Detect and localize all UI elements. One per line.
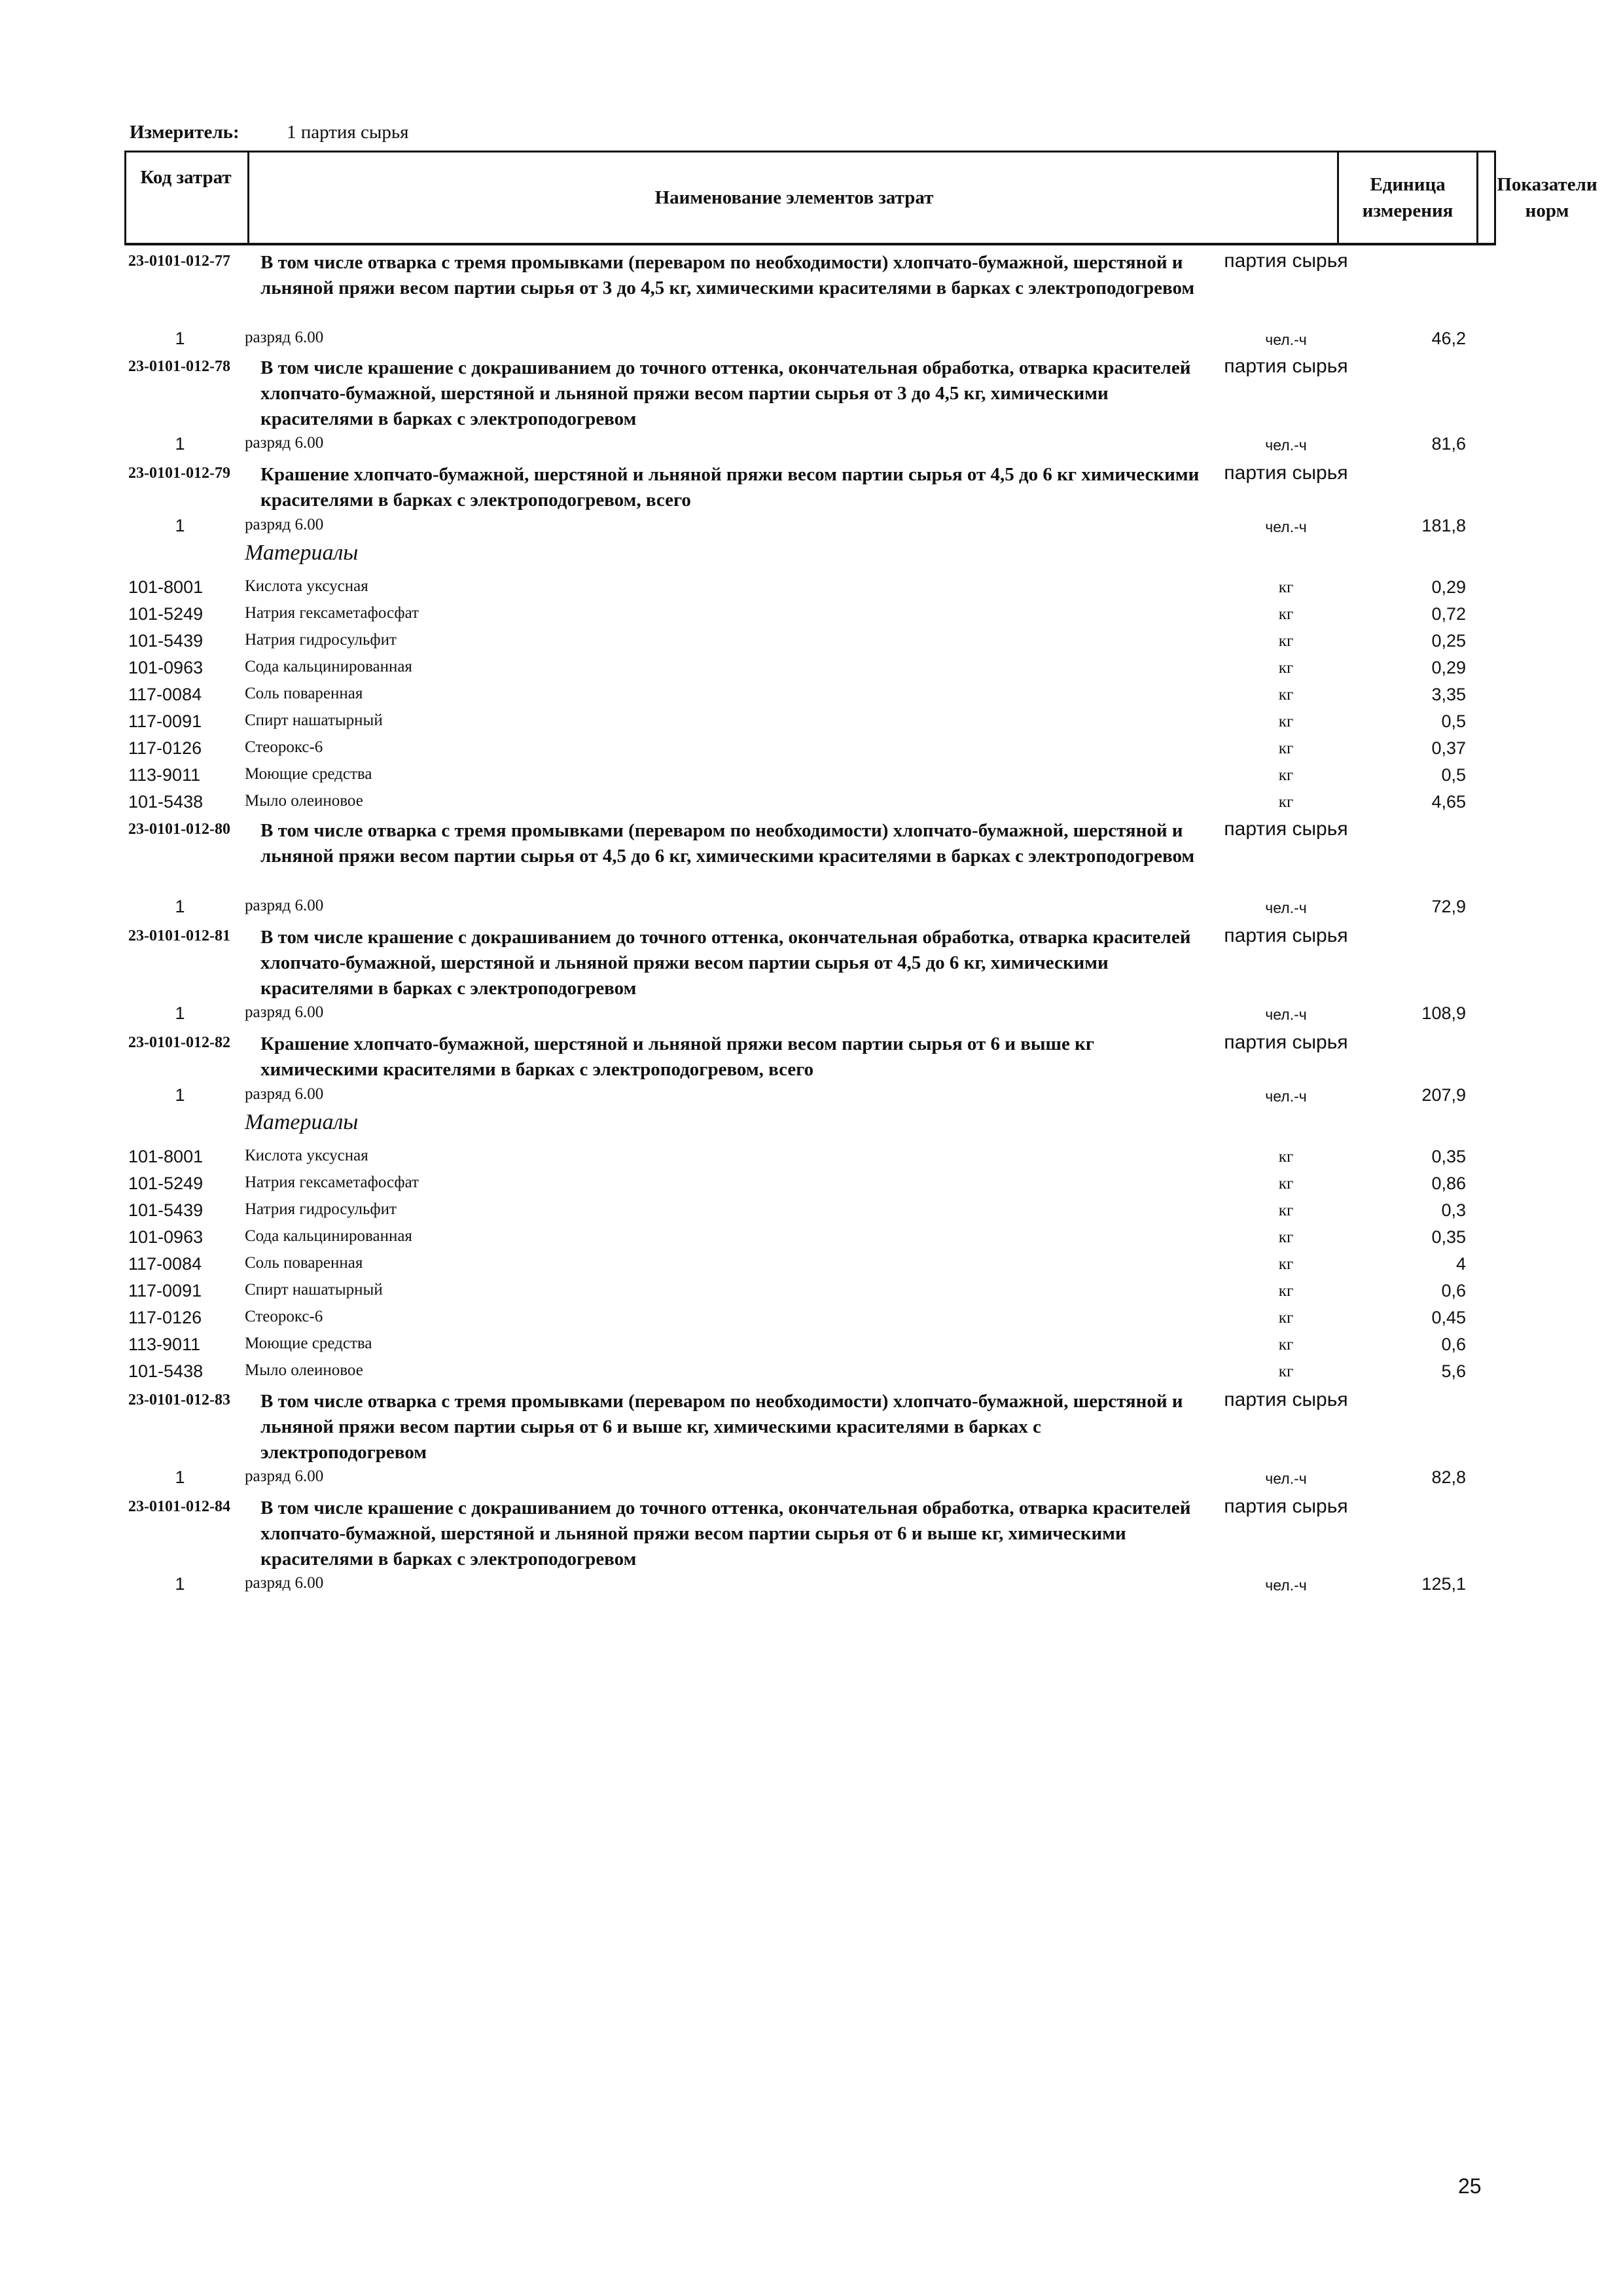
material-name: Спирт нашатырный: [245, 1281, 383, 1299]
labor-number: 1: [175, 516, 185, 535]
material-code: 101-8001: [128, 1147, 204, 1166]
labor-value: 181,8: [1421, 516, 1466, 535]
material-code: 101-8001: [128, 577, 204, 597]
material-value: 5,6: [1441, 1361, 1466, 1381]
header-name: Наименование элементов затрат: [247, 152, 1339, 243]
material-code: 101-5249: [128, 1174, 204, 1193]
work-code: 23-0101-012-82: [128, 1034, 230, 1051]
material-unit: кг: [1278, 579, 1294, 596]
material-name: Спирт нашатырный: [245, 711, 383, 729]
labor-value: 82,8: [1431, 1467, 1466, 1487]
material-unit: кг: [1278, 1255, 1294, 1273]
material-unit: кг: [1278, 1309, 1294, 1327]
work-code: 23-0101-012-84: [128, 1498, 230, 1515]
material-code: 113-9011: [128, 765, 201, 785]
material-name: Сода кальцинированная: [245, 658, 412, 675]
labor-number: 1: [175, 1574, 185, 1594]
material-unit: кг: [1278, 605, 1294, 623]
material-name: Натрия гидросульфит: [245, 631, 397, 649]
material-value: 0,37: [1431, 738, 1466, 758]
material-code: 101-5438: [128, 1361, 204, 1381]
page-number: 25: [1458, 2174, 1482, 2198]
work-title: Крашение хлопчато-бумажной, шерстяной и льняной пряжи весом партии сырья от 4,5 до 6 кг химическими красителями в барках с электроподогревом, всего: [260, 464, 1200, 511]
material-name: Натрия гексаметафосфат: [245, 604, 419, 622]
materials-heading: Материалы: [245, 1110, 359, 1134]
measure-line: [130, 122, 409, 143]
material-name: Моющие средства: [245, 1335, 372, 1352]
material-value: 0,45: [1431, 1308, 1466, 1327]
labor-unit: чел.-ч: [1265, 1006, 1307, 1023]
material-value: 4: [1455, 1254, 1466, 1274]
material-name: Натрия гексаметафосфат: [245, 1174, 419, 1191]
material-value: 0,6: [1441, 1281, 1466, 1300]
material-unit: кг: [1278, 1148, 1294, 1166]
labor-number: 1: [175, 329, 185, 348]
material-name: Моющие средства: [245, 765, 372, 783]
material-code: 113-9011: [128, 1335, 201, 1354]
work-unit: партия сырья: [1224, 462, 1348, 484]
work-code: 23-0101-012-83: [128, 1391, 230, 1408]
material-value: 0,86: [1431, 1174, 1466, 1193]
labor-name: разряд 6.00: [245, 897, 324, 914]
material-value: 0,72: [1431, 604, 1466, 624]
material-unit: кг: [1278, 1363, 1294, 1380]
material-code: 101-5249: [128, 604, 204, 624]
material-name: Сода кальцинированная: [245, 1227, 412, 1245]
material-name: Мыло олеиновое: [245, 792, 363, 810]
work-code: 23-0101-012-79: [128, 465, 230, 482]
work-unit: партия сырья: [1224, 925, 1348, 946]
labor-value: 81,6: [1431, 434, 1466, 454]
labor-unit: чел.-ч: [1265, 1577, 1307, 1594]
work-title: В том числе крашение с докрашиванием до точного оттенка, окончательная обработка, отварка красителей хлопчато-бумажной, шерстяной и льняной пряжи весом партии сырья от 3 до 4,5 кг, химическими красителями в барках с электроподогревом: [260, 357, 1191, 429]
labor-unit: чел.-ч: [1265, 1470, 1307, 1487]
material-name: Натрия гидросульфит: [245, 1200, 397, 1218]
labor-unit: чел.-ч: [1265, 899, 1307, 916]
material-unit: кг: [1278, 686, 1294, 704]
labor-unit: чел.-ч: [1265, 518, 1307, 535]
header-norm: Показатели норм: [1476, 152, 1616, 243]
material-name: Стеорокс-6: [245, 1308, 323, 1325]
materials-heading: Материалы: [245, 541, 359, 565]
material-code: 101-5439: [128, 1200, 204, 1220]
labor-value: 72,9: [1431, 897, 1466, 916]
material-value: 0,29: [1431, 577, 1466, 597]
material-name: Соль поваренная: [245, 1254, 363, 1272]
material-unit: кг: [1278, 659, 1294, 677]
material-value: 3,35: [1431, 685, 1466, 704]
material-value: 0,3: [1441, 1200, 1466, 1220]
labor-name: разряд 6.00: [245, 1003, 324, 1021]
work-title: Крашение хлопчато-бумажной, шерстяной и льняной пряжи весом партии сырья от 6 и выше кг химическими красителями в барках с электроподогревом, всего: [260, 1033, 1094, 1080]
material-code: 117-0126: [128, 738, 202, 758]
material-code: 101-5439: [128, 631, 204, 651]
material-unit: кг: [1278, 740, 1294, 757]
work-title: В том числе отварка с тремя промывками (переваром по необходимости) хлопчато-бумажной, шерстяной и льняной пряжи весом партии сырья от 6 и выше кг, химическими красителями в барках с электроподогревом: [260, 1391, 1183, 1463]
work-code: 23-0101-012-77: [128, 253, 230, 270]
labor-name: разряд 6.00: [245, 1085, 324, 1103]
labor-unit: чел.-ч: [1265, 437, 1307, 454]
work-title: В том числе крашение с докрашиванием до точного оттенка, окончательная обработка, отварка красителей хлопчато-бумажной, шерстяной и льняной пряжи весом партии сырья от 4,5 до 6 кг, химическими красителями в барках с электроподогревом: [260, 927, 1191, 999]
material-value: 0,35: [1431, 1227, 1466, 1247]
material-name: Стеорокс-6: [245, 738, 323, 756]
work-unit: партия сырья: [1224, 818, 1348, 840]
labor-number: 1: [175, 1467, 185, 1487]
material-value: 0,29: [1431, 658, 1466, 677]
labor-name: разряд 6.00: [245, 434, 324, 452]
labor-name: разряд 6.00: [245, 516, 324, 533]
measure-value: 1 партия сырья: [287, 122, 409, 143]
labor-value: 46,2: [1431, 329, 1466, 348]
header-code: Код затрат: [140, 167, 232, 188]
work-unit: партия сырья: [1224, 355, 1348, 377]
material-unit: кг: [1278, 713, 1294, 730]
labor-number: 1: [175, 1085, 185, 1105]
material-unit: кг: [1278, 1229, 1294, 1246]
material-value: 0,5: [1441, 711, 1466, 731]
labor-value: 207,9: [1421, 1085, 1466, 1105]
material-unit: кг: [1278, 766, 1294, 784]
material-code: 117-0091: [128, 1281, 202, 1300]
material-name: Мыло олеиновое: [245, 1361, 363, 1379]
work-title: В том числе отварка с тремя промывками (переваром по необходимости) хлопчато-бумажной, шерстяной и льняной пряжи весом партии сырья от 4,5 до 6 кг, химическими красителями в барках с электроподогревом: [260, 820, 1195, 867]
work-code: 23-0101-012-80: [128, 821, 230, 838]
work-title: В том числе крашение с докрашиванием до точного оттенка, окончательная обработка, отварка красителей хлопчато-бумажной, шерстяной и льняной пряжи весом партии сырья от 6 и выше кг, химическими красителями в барках с электроподогревом: [260, 1498, 1191, 1570]
labor-unit: чел.-ч: [1265, 1088, 1307, 1105]
work-title: В том числе отварка с тремя промывками (переваром по необходимости) хлопчато-бумажной, шерстяной и льняной пряжи весом партии сырья от 3 до 4,5 кг, химическими красителями в барках с электроподогревом: [260, 252, 1195, 298]
material-code: 117-0126: [128, 1308, 202, 1327]
work-unit: партия сырья: [1224, 1389, 1348, 1410]
labor-unit: чел.-ч: [1265, 331, 1307, 348]
labor-value: 125,1: [1421, 1574, 1466, 1594]
work-code: 23-0101-012-81: [128, 927, 230, 944]
work-unit: партия сырья: [1224, 1031, 1348, 1053]
work-code: 23-0101-012-78: [128, 358, 230, 375]
labor-value: 108,9: [1421, 1003, 1466, 1023]
material-code: 101-0963: [128, 1227, 204, 1247]
material-unit: кг: [1278, 1336, 1294, 1354]
material-code: 101-5438: [128, 792, 204, 812]
material-code: 117-0084: [128, 685, 202, 704]
table-header: [124, 151, 1597, 245]
material-unit: кг: [1278, 793, 1294, 811]
material-value: 0,25: [1431, 631, 1466, 651]
labor-name: разряд 6.00: [245, 329, 324, 346]
material-value: 0,35: [1431, 1147, 1466, 1166]
material-code: 101-0963: [128, 658, 204, 677]
work-unit: партия сырья: [1224, 250, 1348, 272]
measure-label: Измеритель:: [130, 122, 240, 143]
header-unit: Единица измерения: [1337, 152, 1476, 243]
material-name: Соль поваренная: [245, 685, 363, 702]
material-name: Кислота уксусная: [245, 577, 368, 595]
labor-number: 1: [175, 897, 185, 916]
material-value: 0,6: [1441, 1335, 1466, 1354]
material-name: Кислота уксусная: [245, 1147, 368, 1164]
material-unit: кг: [1278, 1202, 1294, 1219]
material-unit: кг: [1278, 632, 1294, 650]
material-value: 0,5: [1441, 765, 1466, 785]
material-unit: кг: [1278, 1175, 1294, 1193]
material-unit: кг: [1278, 1282, 1294, 1300]
labor-name: разряд 6.00: [245, 1467, 324, 1485]
material-code: 117-0084: [128, 1254, 202, 1274]
material-code: 117-0091: [128, 711, 202, 731]
labor-number: 1: [175, 434, 185, 454]
work-unit: партия сырья: [1224, 1496, 1348, 1517]
labor-name: разряд 6.00: [245, 1574, 324, 1592]
material-value: 4,65: [1431, 792, 1466, 812]
labor-number: 1: [175, 1003, 185, 1023]
